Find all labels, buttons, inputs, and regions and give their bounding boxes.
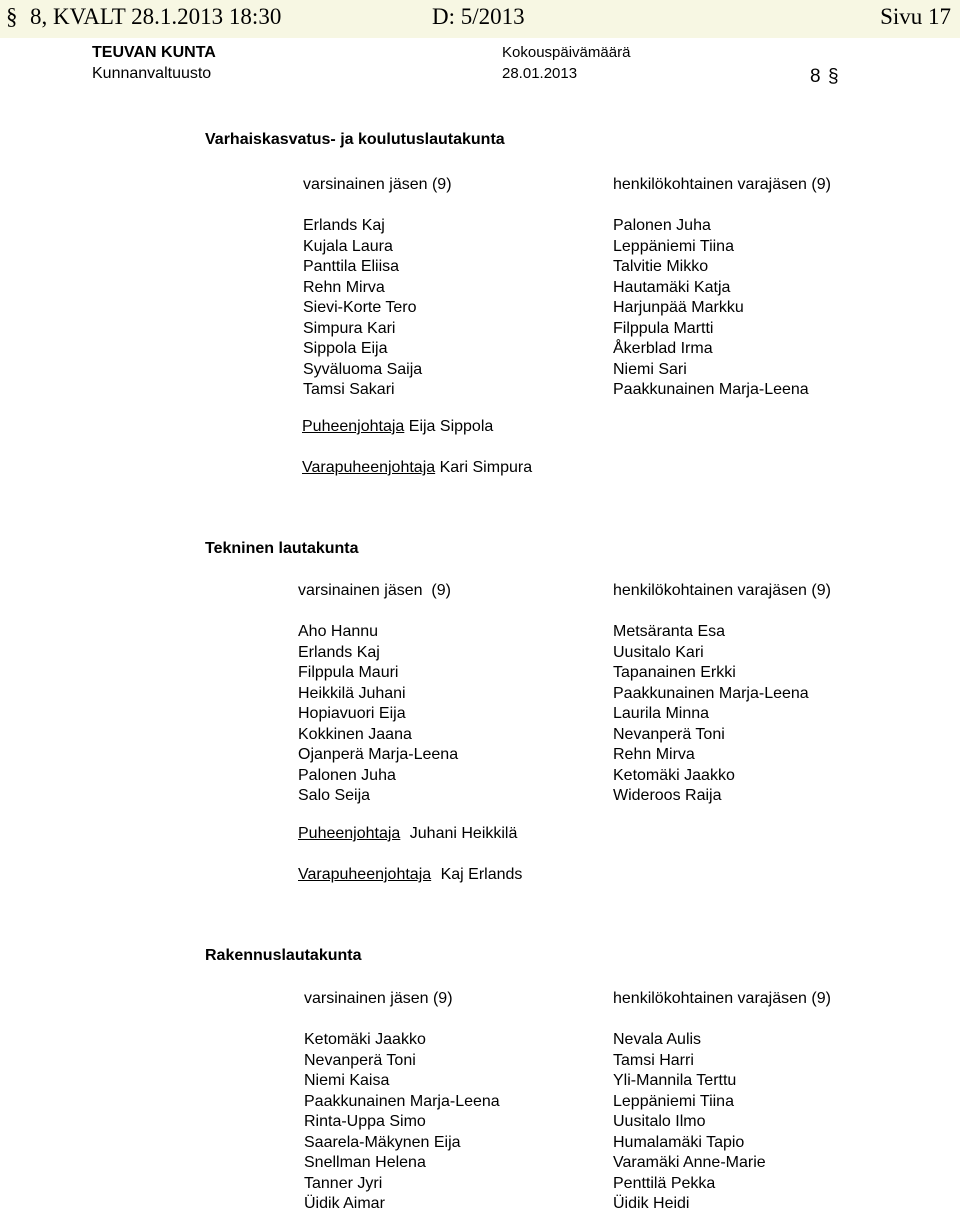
chair-line — [302, 418, 493, 436]
members-column — [303, 175, 452, 401]
page-number: Sivu 17 — [880, 4, 951, 29]
deputies-header: henkilökohtainen varajäsen (9) — [613, 990, 831, 1007]
deputy-name: Varamäki Anne-Marie — [613, 1154, 766, 1171]
member-name: Filppula Mauri — [298, 664, 399, 681]
members-header: varsinainen jäsen (9) — [303, 176, 452, 193]
member-name: Rinta-Uppa Simo — [304, 1113, 426, 1130]
deputies-list — [613, 216, 831, 401]
deputies-column — [613, 175, 831, 401]
vice-chair-line — [298, 866, 522, 884]
member-name: Panttila Eliisa — [303, 258, 400, 275]
deputy-name: Talvitie Mikko — [613, 258, 709, 275]
member-name: Rehn Mirva — [303, 278, 385, 296]
vice-chair-label: Varapuheenjohtaja — [302, 459, 436, 476]
deputies-list — [613, 622, 831, 807]
deputy-name: Penttilä Pekka — [613, 1174, 716, 1192]
members-column — [298, 581, 458, 807]
deputy-name: Tamsi Harri — [613, 1051, 694, 1069]
members-list — [304, 1030, 500, 1215]
member-name: Erlands Kaj — [298, 643, 380, 661]
meeting-date-label: Kokouspäivämäärä — [502, 44, 631, 61]
member-name: Heikkilä Juhani — [298, 684, 406, 702]
members-list — [303, 216, 452, 401]
deputy-name: Uusitalo Kari — [613, 643, 704, 661]
deputies-header: henkilökohtainen varajäsen (9) — [613, 582, 831, 599]
deputy-name: Yli-Mannila Terttu — [613, 1072, 737, 1089]
vice-chair-line — [302, 459, 532, 477]
deputy-name: Leppäniemi Tiina — [613, 1092, 734, 1110]
chair-name: Juhani Heikkilä — [409, 825, 518, 842]
member-name: Hopiavuori Eija — [298, 705, 406, 722]
member-name: Sievi-Korte Tero — [303, 299, 417, 316]
member-name: Nevanperä Toni — [304, 1051, 416, 1069]
vice-chair-name: Kari Simpura — [439, 459, 533, 476]
section-mark: § — [6, 4, 18, 29]
deputies-column — [613, 581, 831, 807]
deputies-column — [613, 989, 831, 1215]
document-reference: D: 5/2013 — [432, 4, 525, 29]
member-name: Erlands Kaj — [303, 217, 385, 234]
member-name: Sippola Eija — [303, 340, 388, 357]
deputy-name: Tapanainen Erkki — [613, 664, 736, 681]
member-name: Kokkinen Jaana — [298, 725, 412, 743]
governing-body: Kunnanvaltuusto — [92, 65, 212, 82]
deputy-name: Åkerblad Irma — [613, 340, 713, 357]
chair-line — [298, 825, 517, 843]
members-list — [298, 622, 458, 807]
meeting-reference: 8, KVALT 28.1.2013 18:30 — [30, 4, 282, 29]
section-title: Varhaiskasvatus- ja koulutuslautakunta — [205, 131, 505, 148]
members-header: varsinainen jäsen (9) — [304, 990, 453, 1007]
member-name: Ojanperä Marja-Leena — [298, 746, 459, 763]
members-header: varsinainen jäsen (9) — [298, 582, 451, 599]
member-name: Aho Hannu — [298, 623, 379, 640]
deputies-list — [613, 1030, 831, 1215]
member-name: Niemi Kaisa — [304, 1072, 390, 1089]
member-name: Üidik Aimar — [304, 1195, 385, 1212]
deputies-header: henkilökohtainen varajäsen (9) — [613, 176, 831, 193]
vice-chair-name: Kaj Erlands — [440, 866, 523, 883]
vice-chair-label: Varapuheenjohtaja — [298, 866, 432, 883]
member-name: Salo Seija — [298, 787, 371, 804]
member-name: Kujala Laura — [303, 237, 393, 255]
member-name: Saarela-Mäkynen Eija — [304, 1133, 461, 1151]
deputy-name: Rehn Mirva — [613, 746, 695, 763]
chair-name: Eija Sippola — [408, 418, 494, 435]
deputy-name: Uusitalo Ilmo — [613, 1113, 706, 1130]
member-name: Ketomäki Jaakko — [304, 1031, 426, 1048]
deputy-name: Hautamäki Katja — [613, 278, 731, 296]
deputy-name: Metsäranta Esa — [613, 623, 726, 640]
chair-label: Puheenjohtaja — [298, 825, 401, 842]
deputy-name: Nevala Aulis — [613, 1031, 702, 1048]
deputy-name: Paakkunainen Marja-Leena — [613, 684, 809, 702]
deputy-name: Wideroos Raija — [613, 787, 722, 804]
member-name: Tamsi Sakari — [303, 381, 395, 398]
member-name: Snellman Helena — [304, 1154, 426, 1171]
deputy-name: Palonen Juha — [613, 217, 711, 234]
deputy-name: Üidik Heidi — [613, 1195, 690, 1212]
deputy-name: Ketomäki Jaakko — [613, 766, 735, 784]
document-header-bar — [0, 0, 960, 38]
member-name: Paakkunainen Marja-Leena — [304, 1092, 500, 1110]
deputy-name: Harjunpää Markku — [613, 299, 744, 316]
item-section-mark: § — [828, 66, 839, 87]
deputy-name: Laurila Minna — [613, 705, 710, 722]
deputy-name: Paakkunainen Marja-Leena — [613, 381, 809, 398]
member-name: Palonen Juha — [298, 766, 396, 784]
chair-label: Puheenjohtaja — [302, 418, 405, 435]
member-name: Syväluoma Saija — [303, 360, 423, 378]
deputy-name: Nevanperä Toni — [613, 725, 725, 743]
deputy-name: Leppäniemi Tiina — [613, 237, 734, 255]
member-name: Tanner Jyri — [304, 1174, 383, 1192]
section-title: Rakennuslautakunta — [205, 947, 362, 964]
deputy-name: Filppula Martti — [613, 319, 714, 337]
meeting-date: 28.01.2013 — [502, 65, 578, 82]
deputy-name: Niemi Sari — [613, 360, 687, 378]
section-title: Tekninen lautakunta — [205, 540, 359, 557]
member-name: Simpura Kari — [303, 319, 396, 337]
members-column — [304, 989, 500, 1215]
item-number: 8 — [810, 66, 821, 87]
organization-name: TEUVAN KUNTA — [92, 44, 216, 61]
deputy-name: Humalamäki Tapio — [613, 1133, 745, 1151]
